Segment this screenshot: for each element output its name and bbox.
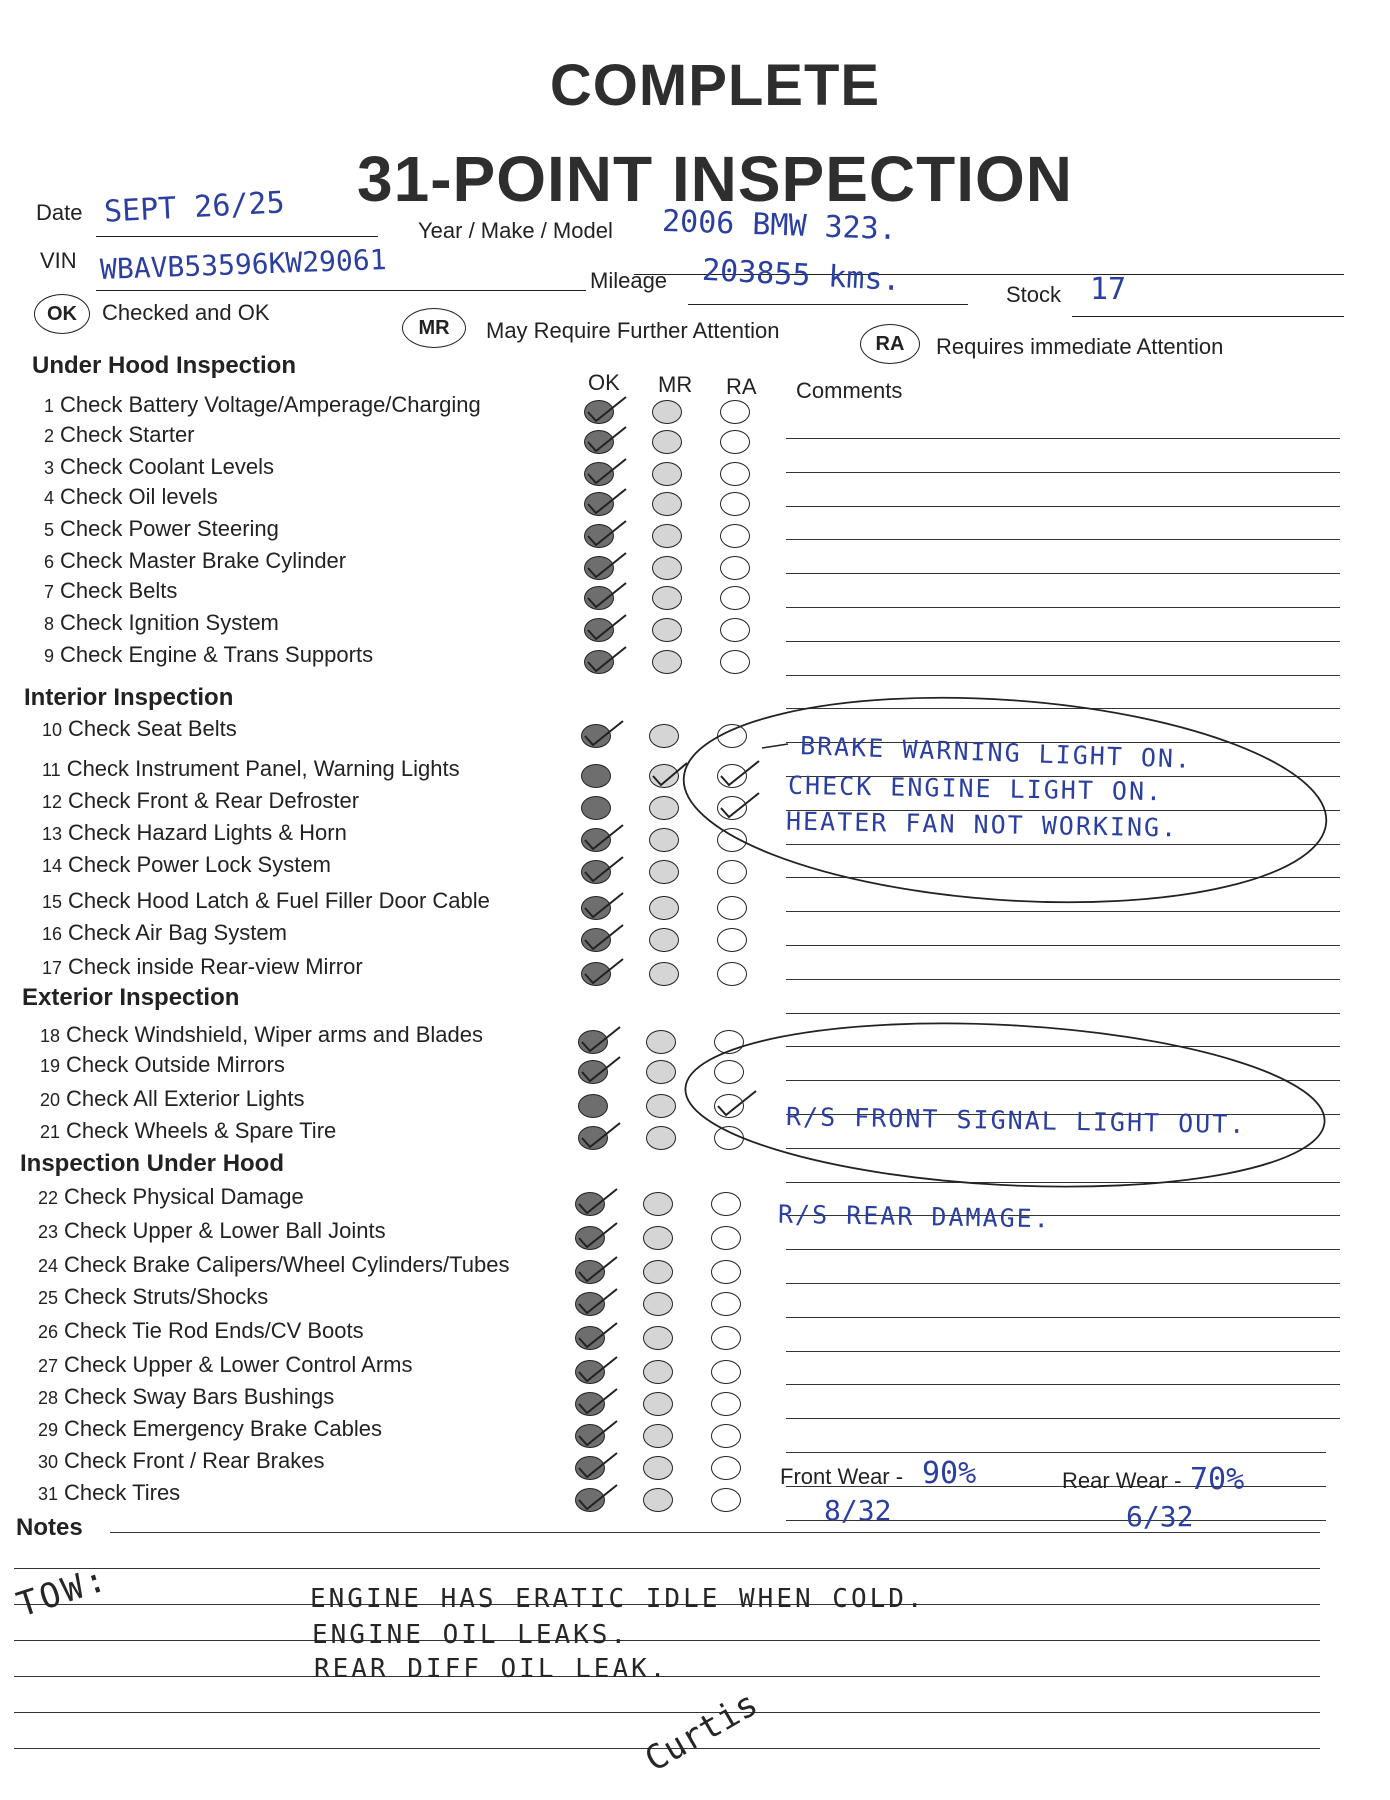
mr-bubble[interactable]	[643, 1392, 673, 1416]
ymm-label: Year / Make / Model	[418, 218, 613, 243]
checklist-item	[42, 920, 287, 950]
comment-line	[786, 1182, 1340, 1183]
checklist-item	[38, 1218, 386, 1248]
item-label: Check Brake Calipers/Wheel Cylinders/Tubes	[64, 1252, 510, 1277]
item-label: Check Power Lock System	[68, 852, 331, 877]
item-label: Check Physical Damage	[64, 1184, 304, 1209]
ra-bubble[interactable]	[720, 556, 750, 580]
stock-underline	[1072, 316, 1344, 317]
item-label: Check Hazard Lights & Horn	[68, 820, 347, 845]
item-label: Check Emergency Brake Cables	[64, 1416, 382, 1441]
rear-wear-value[interactable]: 70%	[1190, 1462, 1245, 1497]
ok-bubble[interactable]	[581, 828, 611, 852]
item-number: 14	[42, 856, 63, 876]
comment-rear-damage[interactable]: R/S REAR DAMAGE.	[777, 1199, 1052, 1234]
ra-bubble[interactable]	[717, 764, 747, 788]
item-number: 11	[42, 760, 61, 780]
item-number: 22	[38, 1188, 59, 1208]
ra-bubble[interactable]	[711, 1260, 741, 1284]
ra-bubble[interactable]	[720, 618, 750, 642]
mileage-value[interactable]: 203855 kms.	[701, 252, 902, 299]
item-label: Check Front & Rear Defroster	[68, 788, 360, 813]
item-label: Check Upper & Lower Control Arms	[64, 1352, 413, 1377]
item-number: 3	[44, 458, 55, 478]
comment-line	[786, 438, 1340, 439]
ok-bubble[interactable]	[581, 860, 611, 884]
item-number: 21	[40, 1122, 61, 1142]
mr-bubble[interactable]	[649, 896, 679, 920]
item-number: 5	[44, 520, 55, 540]
ok-bubble[interactable]	[581, 896, 611, 920]
checklist-item	[42, 888, 490, 918]
rear-wear-label: Rear Wear -	[1062, 1468, 1182, 1493]
mr-bubble[interactable]	[649, 764, 679, 788]
mr-bubble[interactable]	[643, 1260, 673, 1284]
ok-bubble[interactable]	[581, 796, 611, 820]
checklist-item	[38, 1480, 180, 1510]
mr-bubble[interactable]	[652, 586, 682, 610]
mr-bubble[interactable]	[643, 1424, 673, 1448]
comment-line	[786, 911, 1340, 912]
front-wear-value[interactable]: 90%	[922, 1456, 977, 1491]
column-mr-header: MR	[658, 372, 693, 397]
ok-bubble[interactable]	[581, 724, 611, 748]
ok-bubble[interactable]	[584, 462, 614, 486]
checklist-item	[38, 1448, 324, 1478]
item-number: 30	[38, 1452, 59, 1472]
column-ra-header: RA	[726, 374, 757, 399]
item-number: 29	[38, 1420, 59, 1440]
checklist-item	[44, 392, 481, 422]
mr-bubble[interactable]	[652, 556, 682, 580]
notes-label: Notes	[16, 1514, 83, 1541]
ra-bubble[interactable]	[717, 724, 747, 748]
notes-line	[14, 1712, 1320, 1713]
item-label: Check Master Brake Cylinder	[60, 548, 347, 573]
section-title-under-hood: Under Hood Inspection	[32, 352, 296, 379]
item-number: 28	[38, 1388, 59, 1408]
ok-bubble[interactable]	[584, 524, 614, 548]
item-number: 27	[38, 1356, 59, 1376]
ra-bubble[interactable]	[720, 462, 750, 486]
notes-line	[14, 1568, 1320, 1569]
ra-bubble[interactable]	[711, 1456, 741, 1480]
item-number: 8	[44, 614, 55, 634]
ra-bubble[interactable]	[714, 1094, 744, 1118]
form-title-line2: 31-POINT INSPECTION	[357, 143, 1073, 215]
item-label: Check Oil levels	[60, 484, 218, 509]
ok-bubble[interactable]	[581, 962, 611, 986]
item-label: Check Ignition System	[60, 610, 279, 635]
item-number: 7	[44, 582, 55, 602]
mr-bubble[interactable]	[646, 1030, 676, 1054]
checklist-item	[40, 1052, 285, 1082]
checklist-item	[40, 1022, 483, 1052]
item-label: Check All Exterior Lights	[66, 1086, 305, 1111]
item-number: 31	[38, 1484, 59, 1504]
ok-bubble[interactable]	[584, 556, 614, 580]
checklist-item	[38, 1416, 382, 1446]
item-number: 24	[38, 1256, 59, 1276]
legend-ra-oval: RA	[860, 324, 920, 364]
comment-line	[786, 573, 1340, 574]
comment-line	[786, 1351, 1340, 1352]
item-number: 2	[44, 426, 55, 446]
mr-bubble[interactable]	[652, 650, 682, 674]
section-title-inspection-under-hood: Inspection Under Hood	[20, 1150, 284, 1177]
ok-bubble[interactable]	[575, 1260, 605, 1284]
ok-bubble[interactable]	[584, 492, 614, 516]
signature[interactable]: Curtis	[638, 1683, 765, 1781]
item-label: Check Tires	[64, 1480, 181, 1505]
comment-line	[786, 708, 1340, 709]
mr-bubble[interactable]	[649, 860, 679, 884]
legend-ok-text: Checked and OK	[102, 300, 270, 325]
comment-line	[786, 1418, 1340, 1419]
ok-bubble[interactable]	[584, 618, 614, 642]
mr-bubble[interactable]	[643, 1456, 673, 1480]
ok-bubble[interactable]	[575, 1424, 605, 1448]
item-number: 9	[44, 646, 55, 666]
item-number: 15	[42, 892, 63, 912]
vin-underline	[96, 290, 586, 291]
notes-line-1[interactable]: ENGINE HAS ERATIC IDLE WHEN COLD.	[310, 1584, 926, 1614]
checklist-item	[38, 1252, 510, 1282]
comment-arrow	[762, 744, 788, 748]
checklist-item	[38, 1184, 304, 1214]
item-label: Check Struts/Shocks	[64, 1284, 269, 1309]
checklist-item	[40, 1086, 304, 1116]
item-label: Check Hood Latch & Fuel Filler Door Cable	[68, 888, 490, 913]
item-label: Check Coolant Levels	[60, 454, 275, 479]
stock-label: Stock	[1006, 282, 1062, 307]
item-label: Check Battery Voltage/Amperage/Charging	[60, 392, 481, 417]
mr-bubble[interactable]	[643, 1360, 673, 1384]
mr-bubble[interactable]	[649, 724, 679, 748]
mr-bubble[interactable]	[652, 618, 682, 642]
item-number: 20	[40, 1090, 61, 1110]
ra-bubble[interactable]	[711, 1326, 741, 1350]
item-label: Check Starter	[60, 422, 195, 447]
notes-line-2[interactable]: ENGINE OIL LEAKS.	[312, 1620, 630, 1650]
vin-label: VIN	[40, 248, 77, 273]
item-number: 16	[42, 924, 63, 944]
checklist-item	[42, 716, 237, 746]
legend-ra-text: Requires immediate Attention	[936, 334, 1224, 359]
item-label: Check Engine & Trans Supports	[60, 642, 374, 667]
item-label: Check Seat Belts	[68, 716, 237, 741]
mr-bubble[interactable]	[652, 524, 682, 548]
comment-line	[786, 844, 1340, 845]
notes-tow[interactable]: TOW:	[12, 1558, 114, 1626]
checklist-item	[38, 1384, 334, 1414]
checklist-item	[44, 610, 279, 640]
item-label: Check Sway Bars Bushings	[64, 1384, 335, 1409]
item-number: 17	[42, 958, 63, 978]
item-number: 1	[44, 396, 55, 416]
item-label: Check Outside Mirrors	[66, 1052, 285, 1077]
stock-value[interactable]: 17	[1090, 272, 1127, 307]
ra-bubble[interactable]	[711, 1292, 741, 1316]
date-value[interactable]: SEPT 26/25	[103, 185, 286, 230]
checklist-item	[44, 578, 177, 608]
legend-ok-oval: OK	[34, 294, 90, 334]
mr-bubble[interactable]	[652, 462, 682, 486]
comment-line	[786, 945, 1340, 946]
item-label: Check Front / Rear Brakes	[64, 1448, 325, 1473]
ra-bubble[interactable]	[717, 860, 747, 884]
mr-bubble[interactable]	[643, 1192, 673, 1216]
checklist-item	[42, 820, 347, 850]
ok-bubble[interactable]	[581, 928, 611, 952]
ok-bubble[interactable]	[578, 1126, 608, 1150]
comment-line	[786, 1384, 1340, 1385]
checklist-item	[38, 1318, 364, 1348]
comment-line	[786, 877, 1340, 878]
ra-bubble[interactable]	[717, 962, 747, 986]
comment-heater-fan[interactable]: HEATER FAN NOT WORKING.	[785, 806, 1179, 843]
item-number: 18	[40, 1026, 61, 1046]
ra-bubble[interactable]	[717, 928, 747, 952]
date-underline	[96, 236, 378, 237]
mr-bubble[interactable]	[646, 1126, 676, 1150]
ra-bubble[interactable]	[720, 430, 750, 454]
ra-bubble[interactable]	[720, 492, 750, 516]
column-comments-header: Comments	[796, 378, 903, 403]
rear-wear-measure[interactable]: 6/32	[1126, 1500, 1194, 1533]
ok-bubble[interactable]	[584, 430, 614, 454]
mileage-label: Mileage	[590, 268, 668, 293]
ra-bubble[interactable]	[717, 796, 747, 820]
comment-line	[786, 506, 1340, 507]
mr-bubble[interactable]	[643, 1488, 673, 1512]
comment-front-signal[interactable]: R/S FRONT SIGNAL LIGHT OUT.	[785, 1101, 1247, 1140]
mr-bubble[interactable]	[643, 1292, 673, 1316]
mr-bubble[interactable]	[646, 1060, 676, 1084]
item-label: Check Instrument Panel, Warning Lights	[66, 756, 460, 781]
comment-line	[786, 641, 1340, 642]
mr-bubble[interactable]	[649, 828, 679, 852]
ra-bubble[interactable]	[711, 1424, 741, 1448]
mr-bubble[interactable]	[643, 1226, 673, 1250]
item-number: 23	[38, 1222, 59, 1242]
ra-bubble[interactable]	[711, 1360, 741, 1384]
ok-bubble[interactable]	[575, 1292, 605, 1316]
ra-bubble[interactable]	[711, 1226, 741, 1250]
section-title-exterior: Exterior Inspection	[22, 984, 240, 1011]
comment-line	[786, 1013, 1340, 1014]
comment-line	[786, 1046, 1340, 1047]
legend-mr-oval: MR	[402, 308, 466, 348]
legend-mr-text: May Require Further Attention	[486, 318, 780, 343]
comment-line	[786, 472, 1340, 473]
checklist-item	[42, 788, 359, 818]
checklist-item	[44, 642, 373, 672]
mr-bubble[interactable]	[646, 1094, 676, 1118]
ok-bubble[interactable]	[584, 400, 614, 424]
mr-bubble[interactable]	[652, 492, 682, 516]
checklist-item	[44, 454, 274, 484]
item-number: 13	[42, 824, 63, 844]
mr-bubble[interactable]	[649, 796, 679, 820]
checklist-item	[42, 756, 460, 786]
mr-bubble[interactable]	[652, 430, 682, 454]
comment-line	[786, 1080, 1340, 1081]
item-number: 10	[42, 720, 63, 740]
ok-bubble[interactable]	[584, 650, 614, 674]
ra-bubble[interactable]	[714, 1060, 744, 1084]
ok-bubble[interactable]	[575, 1192, 605, 1216]
mr-bubble[interactable]	[643, 1326, 673, 1350]
item-label: Check Belts	[60, 578, 178, 603]
item-number: 12	[42, 792, 63, 812]
ok-bubble[interactable]	[578, 1060, 608, 1084]
front-wear-label: Front Wear -	[780, 1464, 904, 1489]
ra-bubble[interactable]	[717, 896, 747, 920]
item-label: Check Wheels & Spare Tire	[66, 1118, 337, 1143]
notes-line	[14, 1640, 1320, 1641]
comment-line	[786, 1452, 1326, 1453]
comment-line	[786, 1283, 1340, 1284]
item-label: Check Air Bag System	[68, 920, 287, 945]
item-number: 26	[38, 1322, 59, 1342]
ra-bubble[interactable]	[720, 400, 750, 424]
mr-bubble[interactable]	[652, 400, 682, 424]
column-ok-header: OK	[588, 370, 620, 395]
notes-line-3[interactable]: REAR DIFF OIL LEAK.	[314, 1654, 669, 1684]
form-title-line1: COMPLETE	[549, 53, 881, 118]
item-label: Check inside Rear-view Mirror	[68, 954, 363, 979]
ra-bubble[interactable]	[720, 586, 750, 610]
item-number: 19	[40, 1056, 61, 1076]
ok-bubble[interactable]	[584, 586, 614, 610]
comment-line	[786, 539, 1340, 540]
date-label: Date	[36, 200, 83, 225]
checklist-item	[44, 484, 218, 514]
ra-bubble[interactable]	[711, 1192, 741, 1216]
front-wear-measure[interactable]: 8/32	[824, 1494, 892, 1527]
item-label: Check Windshield, Wiper arms and Blades	[66, 1022, 483, 1047]
ymm-value[interactable]: 2006 BMW 323.	[661, 203, 898, 248]
ok-bubble[interactable]	[575, 1488, 605, 1512]
section-title-interior: Interior Inspection	[24, 684, 234, 711]
comment-line	[786, 1249, 1340, 1250]
comment-line	[786, 607, 1340, 608]
item-number: 25	[38, 1288, 59, 1308]
checklist-item	[42, 852, 331, 882]
item-label: Check Power Steering	[60, 516, 279, 541]
ok-bubble[interactable]	[578, 1030, 608, 1054]
ra-bubble[interactable]	[717, 828, 747, 852]
mr-bubble[interactable]	[649, 928, 679, 952]
ok-bubble[interactable]	[578, 1094, 608, 1118]
checklist-item	[38, 1284, 268, 1314]
ok-bubble[interactable]	[575, 1226, 605, 1250]
mr-bubble[interactable]	[649, 962, 679, 986]
ok-bubble[interactable]	[575, 1392, 605, 1416]
ok-bubble[interactable]	[575, 1360, 605, 1384]
item-label: Check Tie Rod Ends/CV Boots	[64, 1318, 364, 1343]
ok-bubble[interactable]	[575, 1326, 605, 1350]
checklist-item	[42, 954, 363, 984]
comment-line	[786, 1148, 1340, 1149]
vin-value[interactable]: WBAVB53596KW29061	[99, 243, 388, 286]
comment-brake-warning[interactable]: BRAKE WARNING LIGHT ON.	[799, 731, 1193, 774]
item-number: 6	[44, 552, 55, 572]
checklist-item	[38, 1352, 413, 1382]
comment-line	[786, 979, 1340, 980]
ra-bubble[interactable]	[720, 524, 750, 548]
checklist-item	[44, 516, 279, 546]
ra-bubble[interactable]	[714, 1030, 744, 1054]
checklist-item	[44, 548, 346, 578]
checklist-item	[44, 422, 195, 452]
ra-bubble[interactable]	[720, 650, 750, 674]
ra-bubble[interactable]	[711, 1392, 741, 1416]
comment-line	[786, 675, 1340, 676]
comment-check-engine[interactable]: CHECK ENGINE LIGHT ON.	[787, 770, 1164, 807]
comment-line	[786, 1317, 1340, 1318]
ok-bubble[interactable]	[575, 1456, 605, 1480]
item-number: 4	[44, 488, 55, 508]
checklist-item	[40, 1118, 336, 1148]
ra-bubble[interactable]	[714, 1126, 744, 1150]
ra-bubble[interactable]	[711, 1488, 741, 1512]
ok-bubble[interactable]	[581, 764, 611, 788]
mileage-underline	[688, 304, 968, 305]
item-label: Check Upper & Lower Ball Joints	[64, 1218, 386, 1243]
